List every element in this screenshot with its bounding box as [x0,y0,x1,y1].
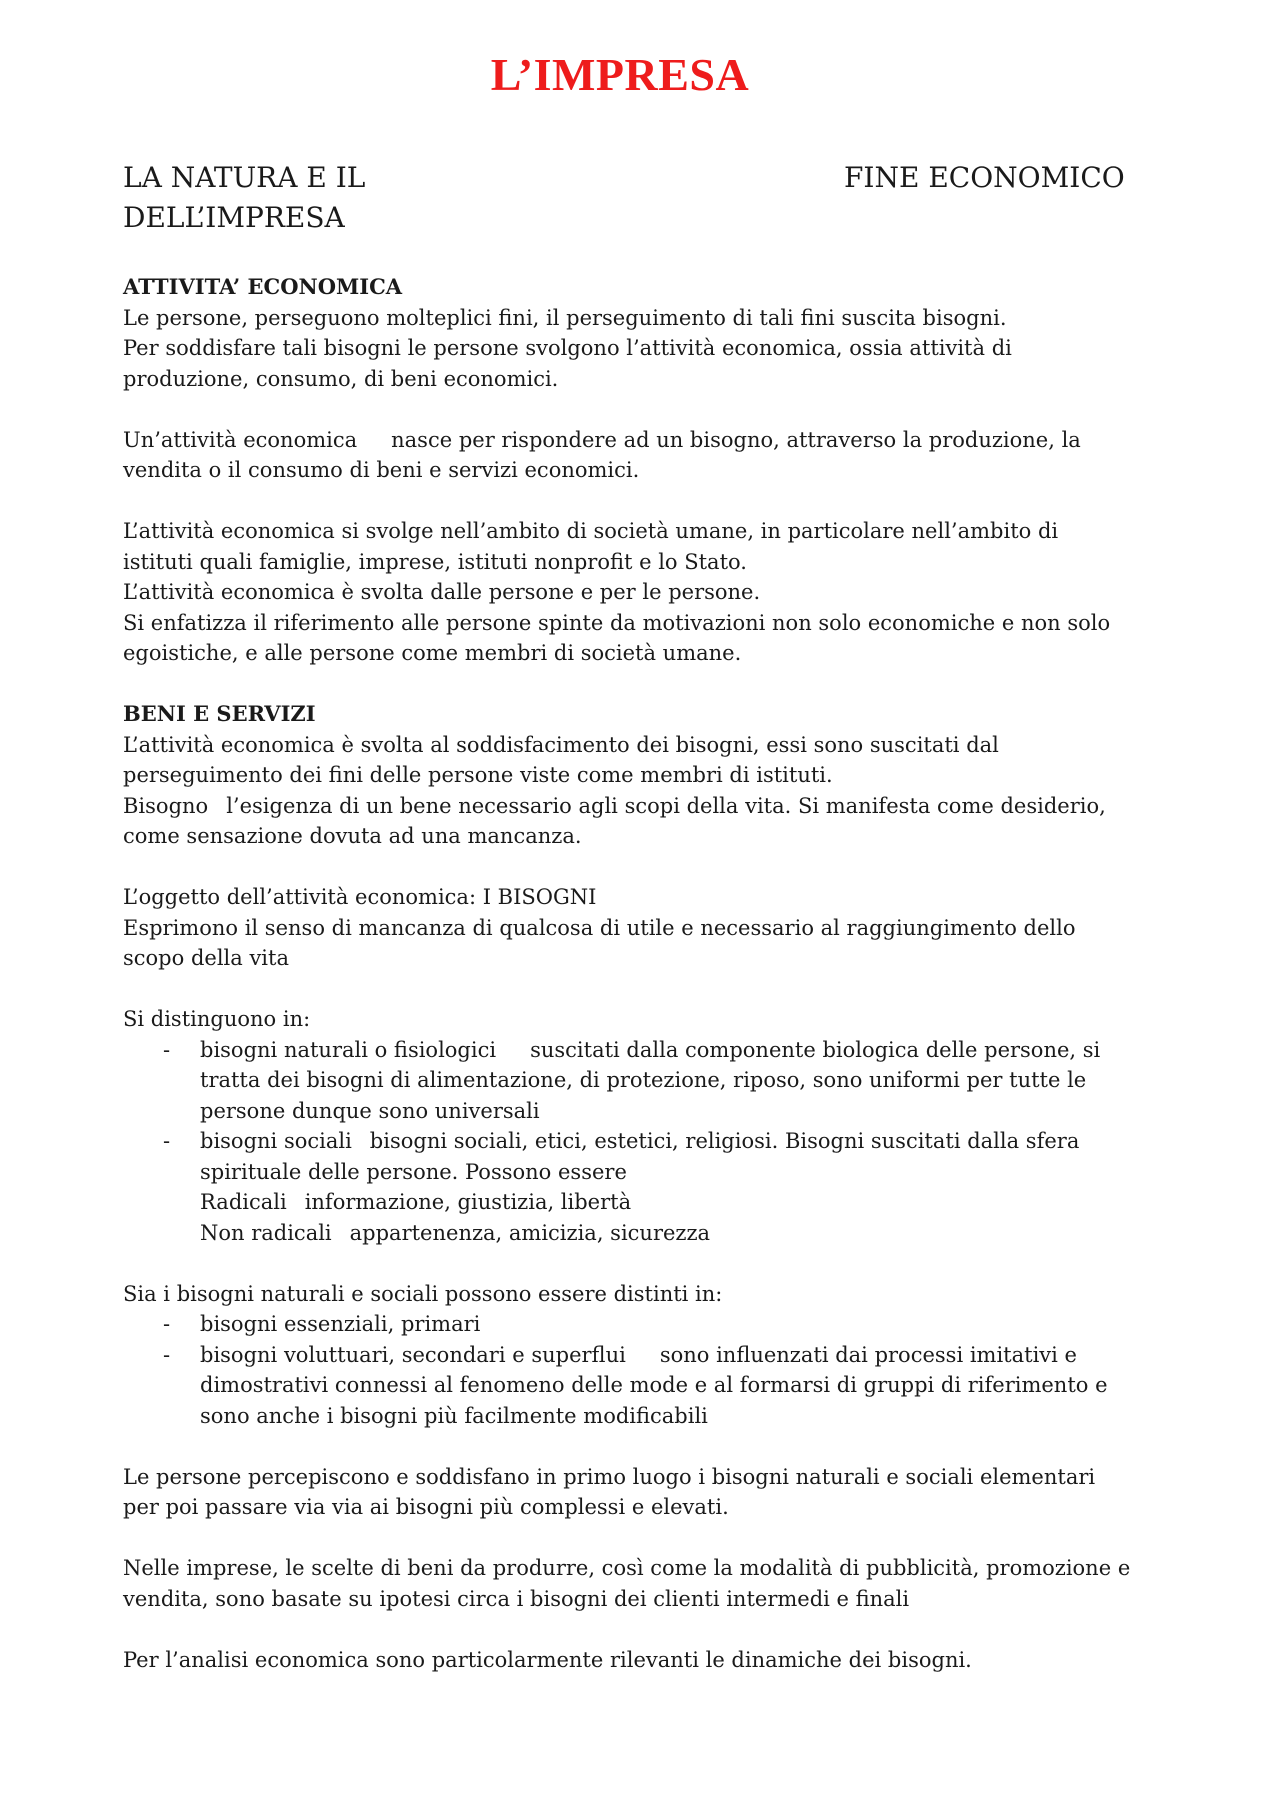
text-segment: Non radicali [200,1220,332,1245]
list-item [123,1340,1173,1432]
text-segment: tratta dei bisogni di alimentazione, di protezione, riposo, sono uniformi per tutte le [200,1068,1087,1092]
paragraph: scopo della vita [123,946,289,970]
paragraph: Sia i bisogni naturali e sociali possono essere distinti in: [123,1281,723,1306]
text-segment: bisogni voluttuari, secondari e superflui [200,1342,626,1367]
paragraph: vendita, sono basate su ipotesi circa i bisogni dei clienti intermedi e finali [123,1586,910,1611]
text-segment: persone dunque sono universali [200,1098,540,1123]
paragraph: L’attività economica è svolta dalle persone e per le persone. [123,580,761,604]
paragraph: perseguimento dei fini delle persone viste come membri di istituti. [123,763,833,787]
text-segment: Un’attività economica [123,427,358,452]
list-bisogni-tipi [123,1035,1173,1249]
text-segment: dimostrativi connessi al fenomeno delle mode e al formarsi di gruppi di riferimento e [200,1373,1108,1397]
paragraph: Nelle imprese, le scelte di beni da produrre, così come la modalità di pubblicità, promozione e [123,1556,1131,1580]
paragraph: Per l’analisi economica sono particolarmente rilevanti le dinamiche dei bisogni. [123,1647,972,1672]
paragraph: istituti quali famiglie, imprese, istituti nonprofit e lo Stato. [123,549,747,574]
text-segment: nasce per rispondere ad un bisogno, attraverso la produzione, la [391,427,1081,452]
text-segment: bisogni essenziali, primari [200,1312,481,1336]
text-segment: l’esigenza di un bene necessario agli scopi della vita. Si manifesta come desiderio, [226,793,1106,818]
text-segment: informazione, giustizia, libertà [304,1190,632,1214]
document-body [123,272,1173,1675]
text-segment: bisogni naturali o fisiologici [200,1037,497,1062]
paragraph [123,791,1173,822]
text-segment: Bisogno [123,793,209,818]
dash-bullet: - [163,1129,171,1153]
paragraph: Esprimono il senso di mancanza di qualcosa di utile e necessario al raggiungimento dello [123,915,1076,940]
section-title-beni: BENI E SERVIZI [123,701,316,726]
text-segment: Radicali [200,1190,287,1214]
paragraph: egoistiche, e alle persone come membri di società umane. [123,641,742,665]
paragraph: Si distinguono in: [123,1007,311,1031]
text-segment: suscitati dalla componente biologica delle persone, si [530,1037,1101,1062]
paragraph: Le persone percepiscono e soddisfano in primo luogo i bisogni naturali e sociali elementari [123,1464,1096,1489]
text-segment: spirituale delle persone. Possono essere [200,1159,627,1184]
heading-left-line2: DELL’IMPRESA [123,201,345,234]
paragraph: L’attività economica si svolge nell’ambito di società umane, in particolare nell’ambito di [123,519,1059,543]
paragraph: Le persone, perseguono molteplici fini, il perseguimento di tali fini suscita bisogni. [123,305,1007,330]
heading-left [123,158,365,238]
paragraph: L’attività economica è svolta al soddisfacimento dei bisogni, essi sono suscitati dal [123,732,999,757]
text-segment: sono influenzati dai processi imitativi e [659,1342,1077,1367]
text-segment: bisogni sociali, etici, estetici, religiosi. Bisogni suscitati dalla sfera [369,1129,1080,1153]
paragraph: Per soddisfare tali bisogni le persone svolgono l’attività economica, ossia attività di [123,336,1012,360]
page-title: L’IMPRESA [490,49,750,100]
list-item [123,1126,1173,1248]
paragraph [123,425,1173,456]
text-segment: sono anche i bisogni più facilmente modificabili [200,1403,708,1428]
text-segment: appartenenza, amicizia, sicurezza [349,1220,711,1245]
list-bisogni-distinti [123,1309,1173,1431]
paragraph: produzione, consumo, di beni economici. [123,366,559,391]
section-title-attivita: ATTIVITA’ ECONOMICA [123,274,403,299]
paragraph: come sensazione dovuta ad una mancanza. [123,824,582,848]
paragraph: per poi passare via via ai bisogni più complessi e elevati. [123,1495,729,1519]
text-segment: bisogni sociali [200,1129,352,1153]
dash-bullet: - [163,1312,171,1336]
heading-right: FINE ECONOMICO [844,161,1125,194]
paragraph: L’oggetto dell’attività economica: I BISOGNI [123,885,597,909]
paragraph: vendita o il consumo di beni e servizi economici. [123,458,640,482]
heading-left-line1: LA NATURA E IL [123,161,366,194]
dash-bullet: - [163,1342,171,1367]
paragraph: Si enfatizza il riferimento alle persone spinte da motivazioni non solo economiche e non solo [123,610,1111,635]
list-item [123,1035,1173,1127]
dash-bullet: - [163,1037,171,1062]
list-item [123,1309,1173,1340]
